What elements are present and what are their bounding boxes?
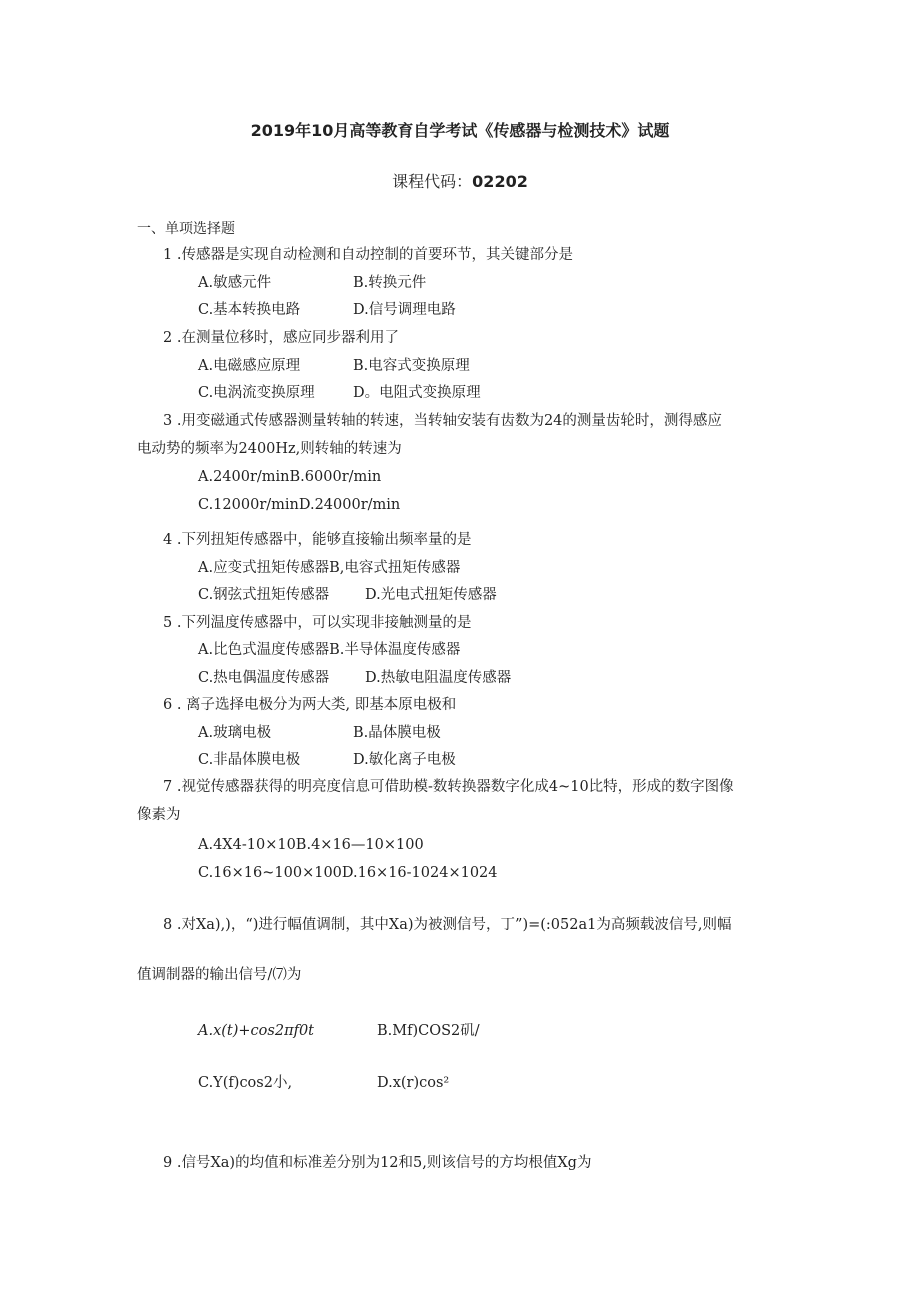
question-6-option-c: C.非晶体膜电极 xyxy=(198,752,301,768)
question-4-option-c: C.钢弦式扭矩传感器 xyxy=(198,587,330,603)
question-8-option-b: B.Mf)COS2矶/ xyxy=(377,1023,480,1039)
question-5-option-c: C.热电偶温度传感器 xyxy=(198,670,330,686)
question-2-stem: 2 .在测量位移时，感应同步器利用了 xyxy=(163,330,399,346)
section-heading: 一、单项选择题 xyxy=(137,221,235,237)
question-3-stem-line1: 3 .用变磁通式传感器测量转轴的转速，当转轴安装有齿数为24的测量齿轮时，测得感应 xyxy=(163,413,722,429)
page-title: 2019年10月高等教育自学考试《传感器与检测技术》试题 xyxy=(250,121,670,140)
question-4-option-d: D.光电式扭矩传感器 xyxy=(365,587,497,603)
question-7-stem-line1: 7 .视觉传感器获得的明亮度信息可借助模-数转换器数字化成4~10比特，形成的数字图像 xyxy=(163,779,734,795)
course-code-value: 02202 xyxy=(472,172,528,191)
question-9-stem: 9 .信号Xa)的均值和标准差分别为12和5,则该信号的方均根值Xg为 xyxy=(163,1155,592,1171)
course-code-label: 课程代码： xyxy=(392,172,473,191)
question-5-options-ab: A.比色式温度传感器B.半导体温度传感器 xyxy=(198,642,461,658)
question-6-stem: 6 . 离子选择电极分为两大类, 即基本原电极和 xyxy=(163,697,457,713)
question-2-option-c: C.电涡流变换原理 xyxy=(198,385,315,401)
question-3-stem-line2: 电动势的频率为2400Hz,则转轴的转速为 xyxy=(137,441,402,457)
question-8-option-a: A.x(t)+cos2πf0t xyxy=(198,1023,315,1039)
question-5-option-d: D.热敏电阻温度传感器 xyxy=(365,670,512,686)
question-2-option-b: B.电容式变换原理 xyxy=(353,358,470,374)
question-1-option-a: A.敏感元件 xyxy=(198,275,272,291)
question-5-stem: 5 .下列温度传感器中，可以实现非接触测量的是 xyxy=(163,615,472,631)
question-6-option-d: D.敏化离子电极 xyxy=(353,752,456,768)
question-8-stem-line2: 值调制器的输出信号/⑺为 xyxy=(137,967,302,983)
question-3-options-ab: A.2400r/minB.6000r/min xyxy=(198,469,382,485)
course-code xyxy=(0,172,920,192)
question-4-stem: 4 .下列扭矩传感器中，能够直接输出频率量的是 xyxy=(163,532,472,548)
question-1-stem: 1 .传感器是实现自动检测和自动控制的首要环节，其关键部分是 xyxy=(163,247,573,263)
question-7-options-cd: C.16×16~100×100D.16×16-1024×1024 xyxy=(198,865,498,881)
question-8-option-c: C.Y(f)cos2小, xyxy=(198,1075,293,1091)
question-2-option-d: D。电阻式变换原理 xyxy=(353,385,481,401)
question-8-option-d: D.x(r)cos² xyxy=(377,1075,450,1091)
question-7-options-ab: A.4X4-10×10B.4×16—10×100 xyxy=(198,837,424,853)
question-1-option-d: D.信号调理电路 xyxy=(353,302,456,318)
question-7-stem-line2: 像素为 xyxy=(137,807,181,823)
question-3-options-cd: C.12000r/minD.24000r/min xyxy=(198,497,401,513)
question-8-stem-line1: 8 .对Xa),)，“)进行幅值调制，其中Xa)为被测信号，丁”)=(:052a1为高频载波信号,则幅 xyxy=(163,917,732,933)
question-6-option-b: B.晶体膜电极 xyxy=(353,725,441,741)
question-2-option-a: A.电磁感应原理 xyxy=(198,358,301,374)
question-4-options-ab: A.应变式扭矩传感器B,电容式扭矩传感器 xyxy=(198,560,461,576)
question-6-option-a: A.玻璃电极 xyxy=(198,725,272,741)
question-1-option-c: C.基本转换电路 xyxy=(198,302,301,318)
question-1-option-b: B.转换元件 xyxy=(353,275,427,291)
